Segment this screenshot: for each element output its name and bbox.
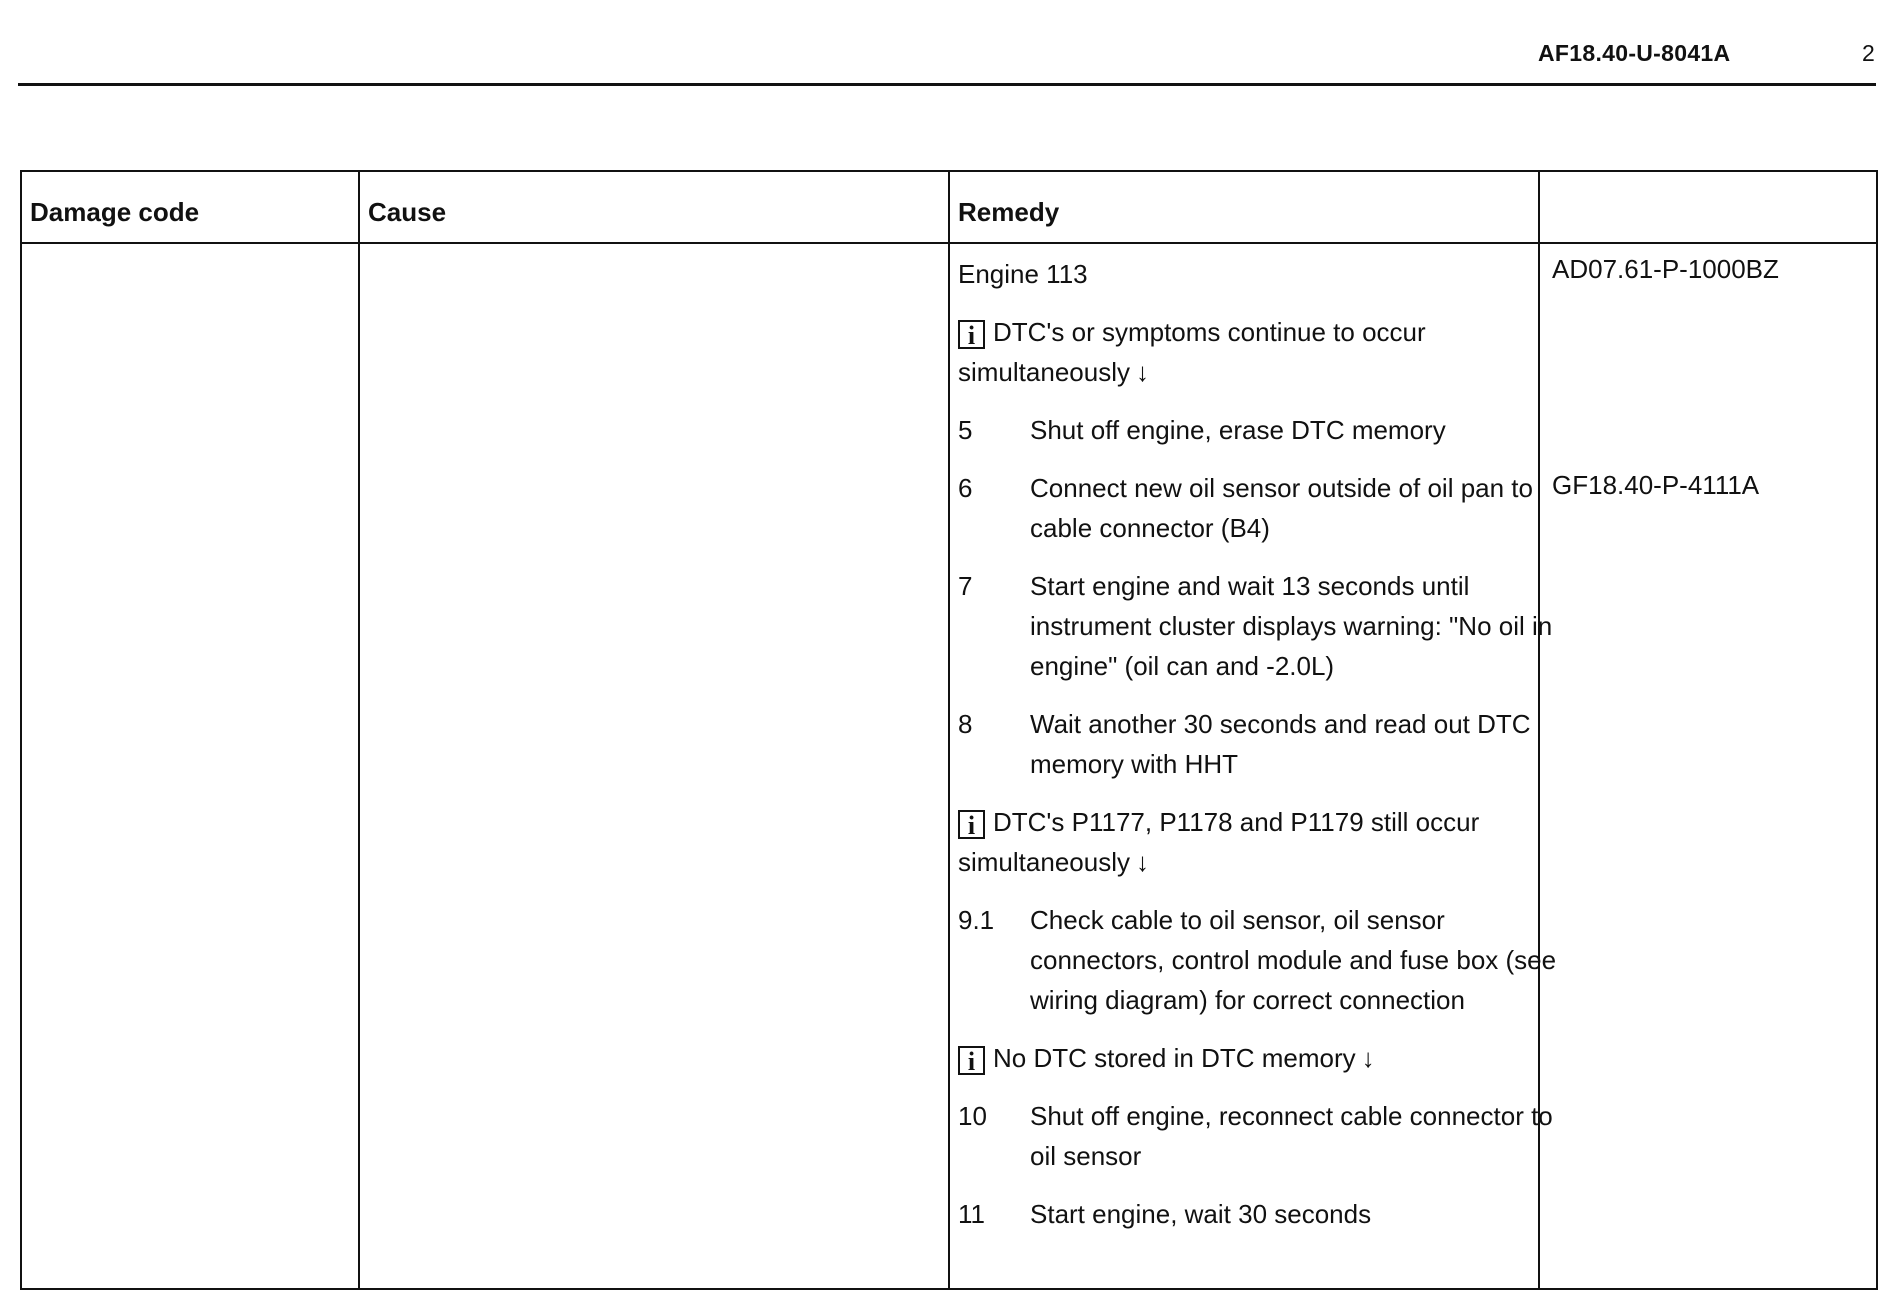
step-7 <box>958 566 1558 686</box>
step-8 <box>958 704 1558 784</box>
header-rule <box>18 83 1876 86</box>
column-divider-2 <box>948 172 950 1288</box>
step-number: 9.1 <box>958 905 995 935</box>
column-header-cause: Cause <box>368 197 447 227</box>
note-text: DTC's P1177, P1178 and P1179 still occur simultaneously <box>958 807 1480 877</box>
column-header-remedy: Remedy <box>958 197 1060 227</box>
step-number: 7 <box>958 571 973 601</box>
step-number: 11 <box>958 1199 985 1229</box>
note-dtc-still-occur <box>958 802 1558 882</box>
column-divider-1 <box>358 172 360 1288</box>
step-number: 8 <box>958 709 973 739</box>
column-header-damage-code: Damage code <box>30 197 200 227</box>
step-5 <box>958 410 1558 450</box>
step-9-1 <box>958 900 1558 1020</box>
step-number: 6 <box>958 473 973 503</box>
step-text: Connect new oil sensor outside of oil pan to cable connector (B4) <box>1030 473 1533 543</box>
step-number: 10 <box>958 1101 987 1131</box>
step-11 <box>958 1194 1558 1234</box>
step-text: Wait another 30 seconds and read out DTC memory with HHT <box>1030 709 1531 779</box>
note-no-dtc <box>958 1038 1558 1078</box>
reference-engine: AD07.61-P-1000BZ <box>1552 254 1779 284</box>
step-text: Shut off engine, reconnect cable connector to oil sensor <box>1030 1101 1553 1171</box>
step-10 <box>958 1096 1558 1176</box>
info-icon: i <box>958 320 985 349</box>
down-arrow-icon: ↓ <box>1135 847 1149 877</box>
step-number: 5 <box>958 415 973 445</box>
step-text: Start engine and wait 13 seconds until instrument cluster displays warning: "No oil in engine" (oil can and -2.0L) <box>1030 571 1553 681</box>
down-arrow-icon: ↓ <box>1361 1043 1375 1073</box>
note-symptoms <box>958 312 1558 392</box>
remedy-cell <box>958 254 1558 1252</box>
diagnosis-table <box>20 170 1878 1290</box>
step-text: Start engine, wait 30 seconds <box>1030 1199 1372 1229</box>
step-6 <box>958 468 1558 548</box>
info-icon: i <box>958 1046 985 1075</box>
note-text: DTC's or symptoms continue to occur simultaneously <box>958 317 1426 387</box>
page-number: 2 <box>1862 40 1875 66</box>
note-text: No DTC stored in DTC memory <box>993 1043 1356 1073</box>
engine-label: Engine 113 <box>958 259 1088 289</box>
info-icon: i <box>958 810 985 839</box>
document-number: AF18.40-U-8041A <box>1538 40 1731 66</box>
step-text: Check cable to oil sensor, oil sensor connectors, control module and fuse box (see wiring diagram) for correct connection <box>1030 905 1557 1015</box>
step-text: Shut off engine, erase DTC memory <box>1030 415 1446 445</box>
reference-oil-sensor: GF18.40-P-4111A <box>1552 470 1760 500</box>
header-divider <box>22 242 1876 244</box>
down-arrow-icon: ↓ <box>1135 357 1149 387</box>
